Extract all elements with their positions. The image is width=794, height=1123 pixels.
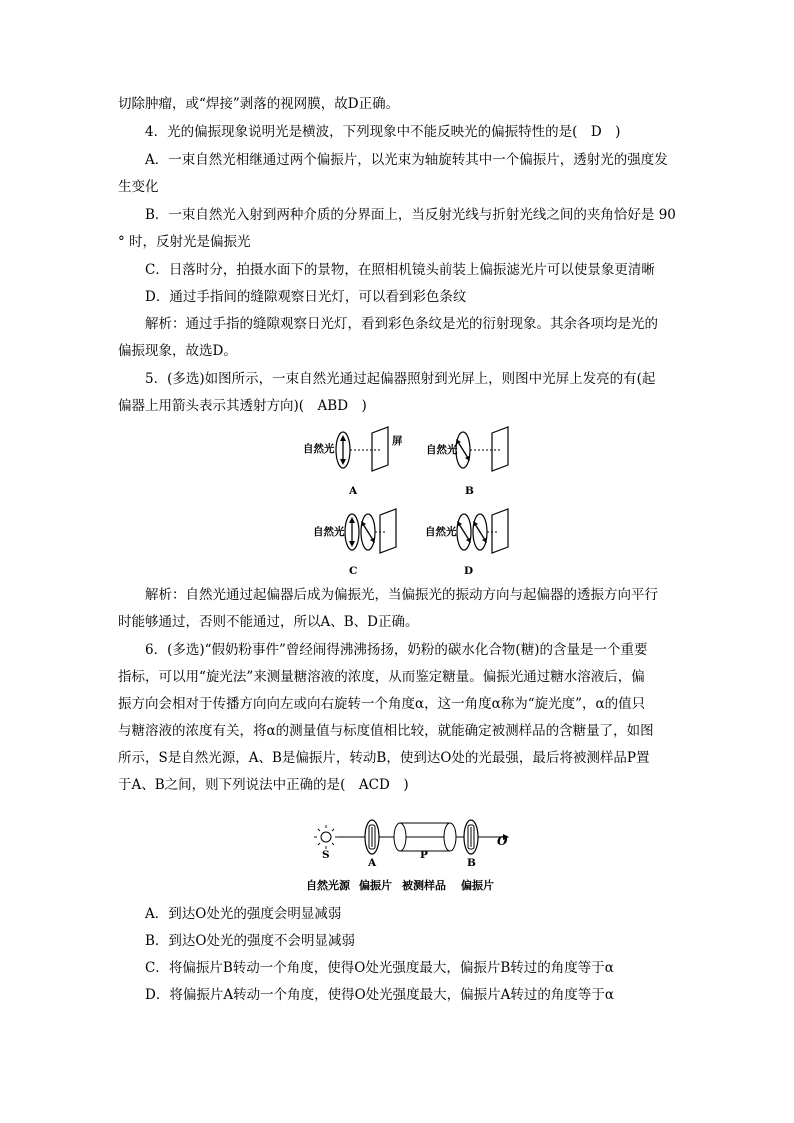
screen-b [492,427,508,471]
question-6-line-2: 指标，可以用“旋光法”来测量糖溶液的浓度，从而鉴定糖量。偏振光通过糖水溶液后，偏 [118,669,645,685]
natural-light-label-c: 自然光 [313,526,345,538]
q4-analysis-cont: 偏振现象，故选D。 [118,343,237,359]
fig6-label-o: O [497,834,508,848]
q4-option-d: D．通过手指间的缝隙观察日光灯，可以看到彩色条纹 [145,289,467,305]
natural-light-label-a: 自然光 [303,443,335,455]
question-5-stem-cont: 偏器上用箭头表示其透射方向)( ABD ) [118,398,367,414]
fig6-label-b: B [467,857,476,869]
label-b: B [465,485,474,497]
q4-option-b-cont: ° 时，反射光是偏振光 [118,234,251,250]
question-4-stem: 4．光的偏振现象说明光是横波，下列现象中不能反映光的偏振特性的是( D ) [145,124,621,140]
polarizer-arrow-diagonal [458,442,468,458]
caption-light-source: 自然光源 [306,879,350,892]
question-6-line-3: 振方向会相对于传播方向向左或向右旋转一个角度α，这一角度α称为“旋光度”，α的值只 [118,696,646,712]
caption-polarizer-a: 偏振片 [359,879,392,892]
q4-option-b: B．一束自然光入射到两种介质的分界面上，当反射光线与折射光线之间的夹角恰好是 90 [145,207,676,223]
screen-label: 屏 [392,435,403,447]
natural-light-label-d: 自然光 [425,526,457,538]
screen-d [492,509,508,553]
q6-option-d: D．将偏振片A转动一个角度，使得O处光强度最大，偏振片A转过的角度等于α [145,987,615,1003]
caption-polarizer-b: 偏振片 [461,879,494,892]
fig6-label-a: A [368,857,377,869]
natural-light-label-b: 自然光 [426,444,458,456]
text-line-1: 切除肿瘤，或“焊接”剥落的视网膜，故D正确。 [118,96,400,112]
question-6-stem: 6．(多选)“假奶粉事件”曾经闹得沸沸扬扬，奶粉的碳水化合物(糖)的含量是一个重要 [145,642,648,658]
question-6-line-6: 于A、B之间，则下列说法中正确的是( ACD ) [118,777,409,793]
caption-sample: 被测样品 [402,879,446,892]
label-d: D [464,565,474,577]
question-5-stem: 5．(多选)如图所示，一束自然光通过起偏器照射到光屏上，则图中光屏上发亮的有(起 [145,371,656,387]
q5-analysis: 解析：自然光通过起偏器后成为偏振光，当偏振光的振动方向与起偏器的透振方向平行 [145,587,658,603]
polarizer-b-fig6 [464,820,478,854]
figure-5 [300,425,520,585]
q4-analysis: 解析：通过手指的缝隙观察日光灯，看到彩色条纹是光的衍射现象。其余各项均是光的 [145,316,658,332]
label-c: C [349,565,358,577]
question-6-line-4: 与糖溶液的浓度有关，将α的测量值与标度值相比较，就能确定被测样品的含糖量了，如图 [118,723,654,739]
polarizer-a-fig6 [365,820,379,854]
q6-option-a: A．到达O处光的强度会明显减弱 [145,906,342,922]
fig6-label-p: P [420,849,428,861]
sun-icon [314,825,338,849]
q4-option-c: C．日落时分，拍摄水面下的景物，在照相机镜头前装上偏振滤光片可以使景象更清晰 [145,262,655,278]
label-a: A [349,485,358,497]
q5-analysis-cont: 时能够通过，否则不能通过，所以A、B、D正确。 [118,614,419,630]
q4-option-a-cont: 生变化 [118,179,159,195]
fig6-label-s: S [322,849,330,861]
q6-option-b: B．到达O处光的强度不会明显减弱 [145,933,355,949]
question-6-line-5: 所示，S是自然光源，A、B是偏振片，转动B，使到达O处的光最强，最后将被测样品P置 [118,750,650,766]
screen-c [380,509,396,553]
figure-6-diagram [308,815,518,875]
screen-a [372,427,388,471]
q6-option-c: C．将偏振片B转动一个角度，使得O处光强度最大，偏振片B转过的角度等于α [145,960,614,976]
q4-option-a: A．一束自然光相继通过两个偏振片，以光束为轴旋转其中一个偏振片，透射光的强度发 [145,152,668,168]
